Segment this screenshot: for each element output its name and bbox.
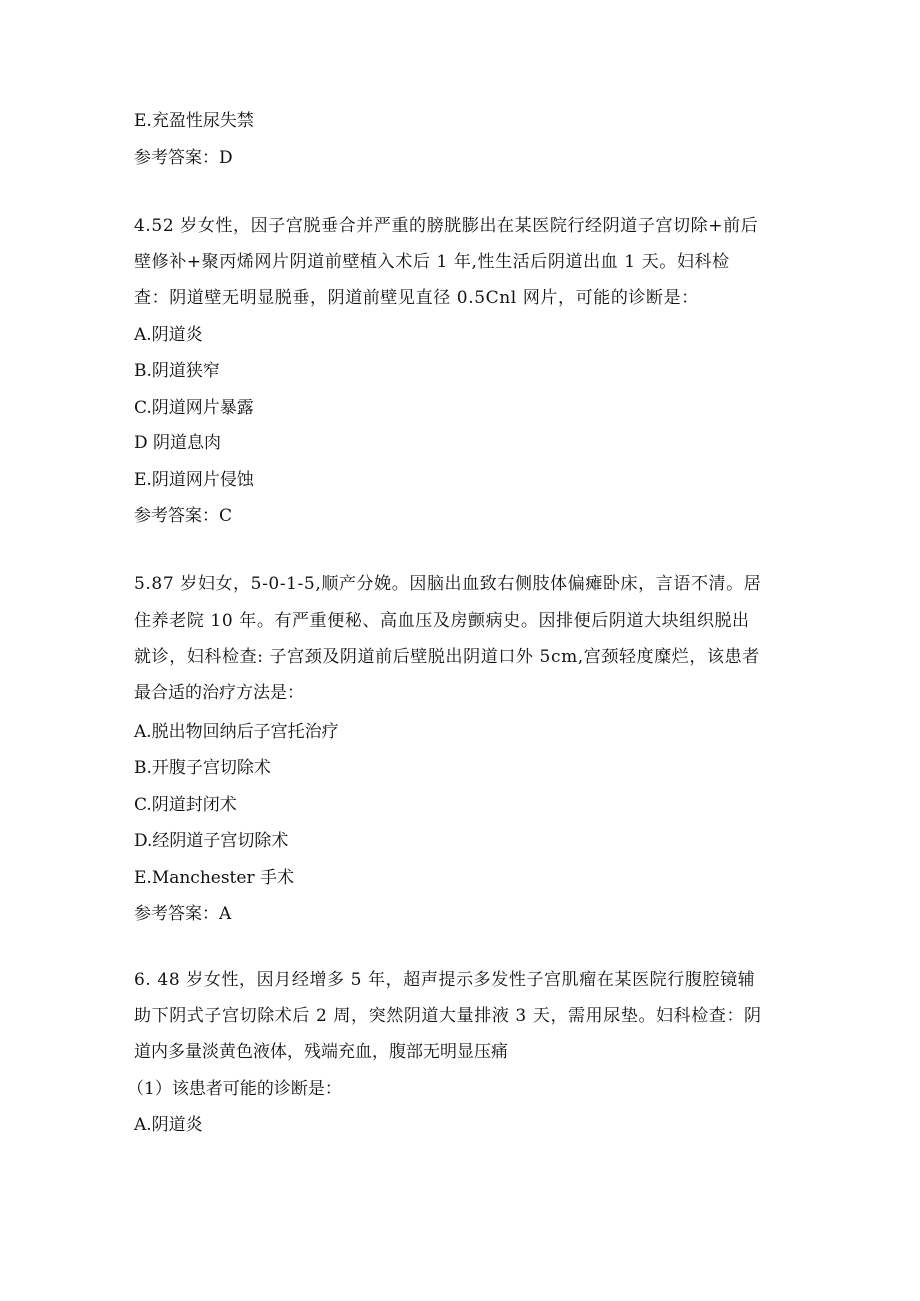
q5-option-b: B.开腹子宫切除术 xyxy=(134,758,271,778)
q6-stem-line-1: 6. 48 岁女性，因月经增多 5 年，超声提示多发性子宫肌瘤在某医院行腹腔镜辅 xyxy=(134,970,756,990)
q4-stem-line-2: 壁修补+聚丙烯网片阴道前壁植入术后 1 年,性生活后阴道出血 1 天。妇科检 xyxy=(134,252,730,272)
q4-option-a: A.阴道炎 xyxy=(134,325,203,345)
q4-answer: 参考答案：C xyxy=(134,506,233,526)
q5-option-d: D.经阴道子宫切除术 xyxy=(134,831,289,851)
q5-option-e: E.Manchester 手术 xyxy=(134,868,294,888)
q5-option-c: C.阴道封闭术 xyxy=(134,795,237,815)
q4-option-c: C.阴道网片暴露 xyxy=(134,398,254,418)
q4-option-b: B.阴道狭窄 xyxy=(134,361,220,381)
q4-option-e: E.阴道网片侵蚀 xyxy=(134,470,254,490)
q4-option-d: D 阴道息肉 xyxy=(134,433,222,453)
q4-stem-line-3: 查：阴道壁无明显脱垂，阴道前壁见直径 0.5Cnl 网片，可能的诊断是： xyxy=(134,288,699,308)
q5-answer: 参考答案：A xyxy=(134,904,232,924)
q6-sub-question: （1）该患者可能的诊断是： xyxy=(127,1079,342,1099)
q6-stem-line-3: 道内多量淡黄色液体，残端充血，腹部无明显压痛 xyxy=(134,1042,508,1062)
q5-stem-line-3: 就诊，妇科检查: 子宫颈及阴道前后壁脱出阴道口外 5cm,宫颈轻度糜烂，该患者 xyxy=(134,647,760,667)
q3-option-e: E.充盈性尿失禁 xyxy=(134,111,254,131)
q4-stem-line-1: 4.52 岁女性，因子宫脱垂合并严重的膀胱膨出在某医院行经阴道子宫切除+前后 xyxy=(134,216,759,236)
q5-option-a: A.脱出物回纳后子宫托治疗 xyxy=(134,722,339,742)
q6-option-a: A.阴道炎 xyxy=(134,1115,203,1135)
q5-stem-line-4: 最合适的治疗方法是： xyxy=(134,683,304,703)
q6-stem-line-2: 助下阴式子宫切除术后 2 周，突然阴道大量排液 3 天，需用尿垫。妇科检查：阴 xyxy=(134,1006,762,1026)
q5-stem-line-2: 住养老院 10 年。有严重便秘、高血压及房颤病史。因排便后阴道大块组织脱出 xyxy=(134,611,750,631)
q5-stem-line-1: 5.87 岁妇女，5-0-1-5,顺产分娩。因脑出血致右侧肢体偏瘫卧床，言语不清。居 xyxy=(134,574,762,594)
q3-answer: 参考答案：D xyxy=(134,148,233,168)
